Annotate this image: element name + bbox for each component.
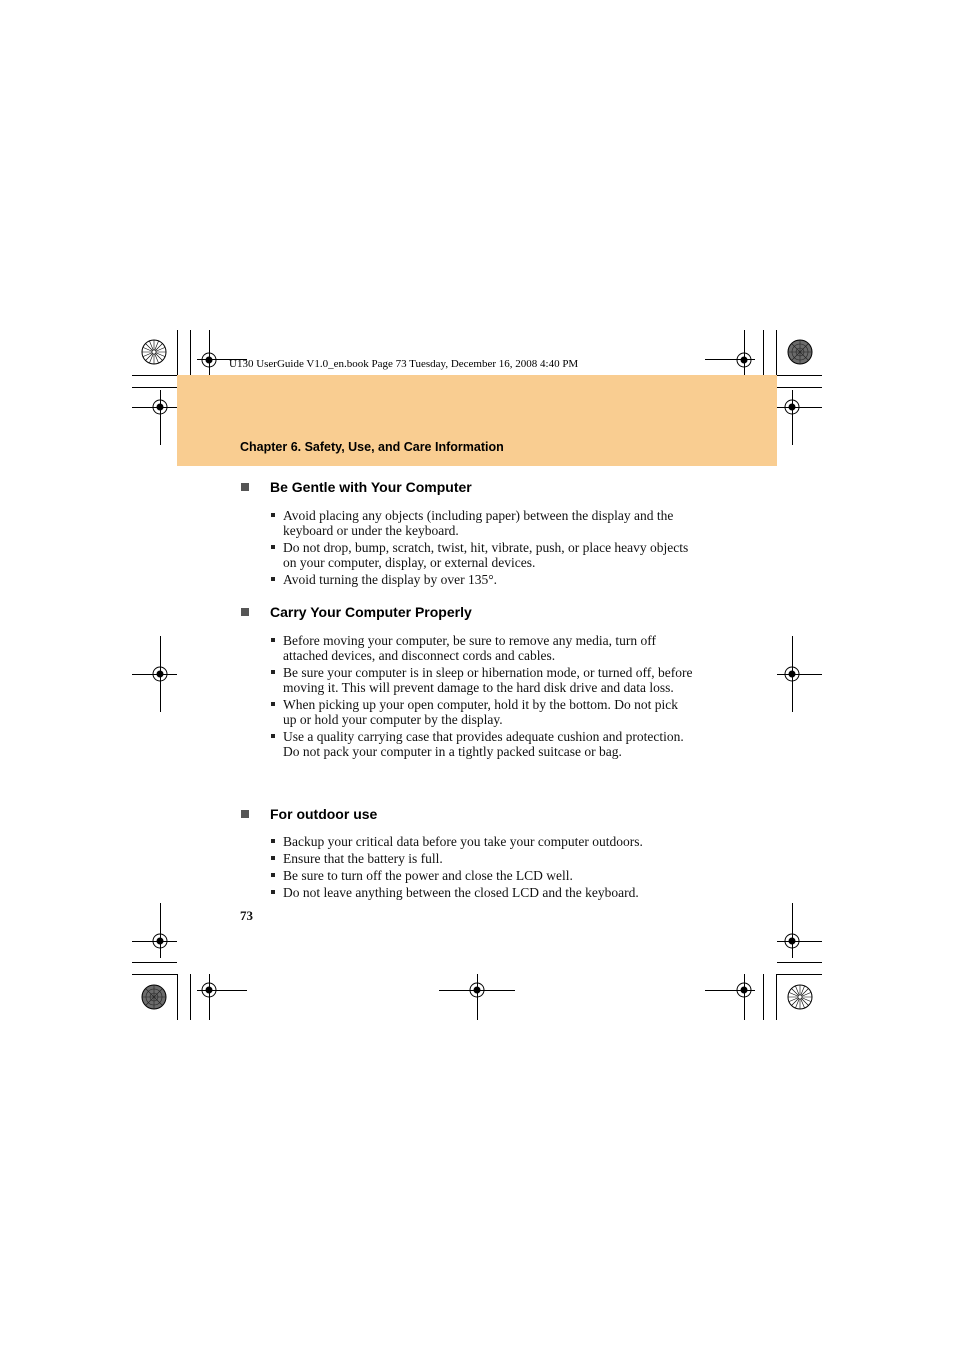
crop-mark	[190, 330, 191, 375]
list-item: Avoid placing any objects (including paper) between the display and the keyboard or under the keyboard.	[240, 508, 693, 538]
crop-mark	[132, 387, 177, 388]
square-bullet-icon	[241, 483, 249, 491]
list-item: When picking up your open computer, hold it by the bottom. Do not pick up or hold your computer by the display.	[240, 697, 693, 727]
crop-mark	[132, 962, 177, 963]
crop-mark	[209, 330, 210, 375]
crop-mark	[777, 974, 822, 975]
section-outdoor-use	[240, 804, 710, 902]
crop-mark	[705, 990, 755, 991]
crop-mark	[477, 974, 478, 1020]
section-title: For outdoor use	[270, 806, 378, 822]
print-slug-line: U130 UserGuide V1.0_en.book Page 73 Tuesday, December 16, 2008 4:40 PM	[229, 358, 579, 370]
bullet-icon	[271, 577, 275, 581]
bullet-icon	[271, 702, 275, 706]
section-title: Carry Your Computer Properly	[270, 604, 472, 620]
crop-mark	[190, 974, 191, 1020]
crop-mark	[132, 974, 177, 975]
crop-mark	[209, 974, 210, 1020]
crop-mark	[777, 407, 822, 408]
rosette-icon	[787, 984, 813, 1010]
list-item: Backup your critical data before you take your computer outdoors.	[240, 834, 693, 849]
list-item: Do not drop, bump, scratch, twist, hit, vibrate, push, or place heavy objects on your computer, display, or external devices.	[240, 540, 693, 570]
crop-mark	[777, 387, 822, 388]
bullet-icon	[271, 638, 275, 642]
section-title: Be Gentle with Your Computer	[270, 479, 472, 495]
bullet-icon	[271, 856, 275, 860]
crop-mark	[744, 974, 745, 1020]
list-item: Be sure to turn off the power and close the LCD well.	[240, 868, 693, 883]
crop-mark	[177, 974, 178, 1020]
bullet-list	[240, 834, 710, 900]
bullet-list	[240, 508, 710, 587]
crop-mark	[763, 330, 764, 375]
rosette-icon	[787, 339, 813, 365]
section-heading	[240, 804, 710, 824]
crop-mark	[777, 962, 822, 963]
crop-mark	[777, 674, 822, 675]
bullet-icon	[271, 734, 275, 738]
square-bullet-icon	[241, 810, 249, 818]
chapter-title: Chapter 6. Safety, Use, and Care Information	[240, 440, 504, 454]
bullet-icon	[271, 839, 275, 843]
rosette-icon	[141, 339, 167, 365]
crop-mark	[160, 636, 161, 712]
section-heading	[240, 602, 710, 622]
bullet-icon	[271, 545, 275, 549]
crop-mark	[705, 359, 755, 360]
crop-mark	[160, 390, 161, 445]
list-item: Avoid turning the display by over 135°.	[240, 572, 693, 587]
list-item: Before moving your computer, be sure to remove any media, turn off attached devices, and disconnect cords and cables.	[240, 633, 693, 663]
crop-mark	[776, 974, 777, 1020]
section-be-gentle	[240, 477, 710, 589]
crop-mark	[132, 407, 177, 408]
bullet-icon	[271, 513, 275, 517]
crop-mark	[763, 974, 764, 1020]
list-item: Ensure that the battery is full.	[240, 851, 693, 866]
list-item: Use a quality carrying case that provides adequate cushion and protection. Do not pack your computer in a tightly packed suitcase or bag.	[240, 729, 693, 759]
crop-mark	[160, 903, 161, 958]
crop-mark	[792, 903, 793, 958]
square-bullet-icon	[241, 608, 249, 616]
crop-mark	[132, 941, 177, 942]
crop-mark	[777, 941, 822, 942]
crop-mark	[792, 636, 793, 712]
crop-mark	[776, 330, 777, 375]
crop-mark	[777, 375, 822, 376]
crop-mark	[792, 390, 793, 445]
section-heading	[240, 477, 710, 497]
bullet-icon	[271, 890, 275, 894]
list-item: Be sure your computer is in sleep or hibernation mode, or turned off, before moving it. This will prevent damage to the hard disk drive and data loss.	[240, 665, 693, 695]
crop-mark	[744, 330, 745, 375]
crop-mark	[197, 990, 247, 991]
page-number: 73	[240, 908, 253, 923]
crop-mark	[132, 674, 177, 675]
rosette-icon	[141, 984, 167, 1010]
bullet-icon	[271, 873, 275, 877]
bullet-icon	[271, 670, 275, 674]
bullet-list	[240, 633, 710, 759]
section-carry-properly	[240, 602, 710, 761]
list-item: Do not leave anything between the closed LCD and the keyboard.	[240, 885, 693, 900]
crop-mark	[177, 330, 178, 375]
crop-mark	[132, 375, 177, 376]
